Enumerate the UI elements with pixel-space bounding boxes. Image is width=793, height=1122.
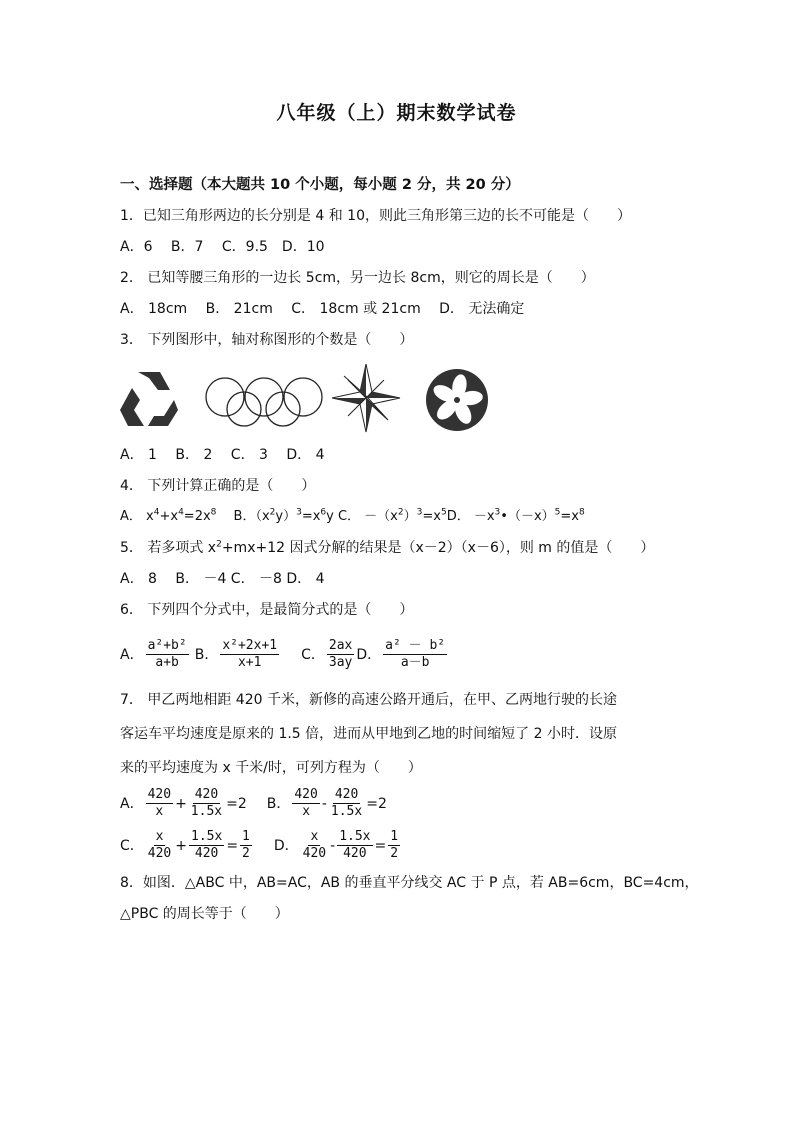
- olympic-rings-figure: [203, 377, 325, 427]
- question-3-options: A． 1 B． 2 C． 3 D． 4: [120, 447, 325, 463]
- question-6-stem: 6． 下列四个分式中，是最简分式的是（ ）: [120, 602, 414, 618]
- question-8-line-1: 8．如图．△ABC 中，AB=AC，AB 的垂直平分线交 AC 于 P 点，若 AB=6cm，BC=4cm，: [120, 875, 699, 891]
- question-5-options: A． 8 B． －4 C． －8 D． 4: [120, 571, 325, 587]
- question-1-stem: 1．已知三角形两边的长分别是 4 和 10，则此三角形第三边的长不可能是（ ）: [120, 208, 631, 224]
- question-6-options: A． $\frac{\text{a²+b²}}{a+b}$ B． $\frac{\text{x²+2x+1}}{x+1}$ C． $\frac{2ax}{3ay}$ D． $\frac{\text{a² － b²}}{a-b}$: [120, 638, 446, 670]
- question-7-options-ab: A． $\frac{420}{x}$ + $\frac{420}{1.5x}$ =2 B． $\frac{420}{x}$ - $\frac{420}{1.5x}$ =2: [120, 787, 387, 819]
- fraction-d: $\frac{\text{a² － b²}}{a-b}$: [385, 638, 446, 670]
- question-7-line-3: 来的平均速度为 x 千米/时，可列方程为（ ）: [120, 760, 422, 776]
- compass-star-figure: [330, 362, 402, 434]
- question-7-line-1: 7． 甲乙两地相距 420 千米，新修的高速公路开通后，在甲、乙两地行驶的长途: [120, 692, 617, 708]
- question-3-stem: 3． 下列图形中，轴对称图形的个数是（ ）: [120, 332, 414, 348]
- fraction-b: $\frac{\text{x²+2x+1}}{x+1}$: [222, 638, 278, 670]
- question-1-options: A．6 B．7 C．9.5 D．10: [120, 239, 325, 255]
- fraction-c: $\frac{2ax}{3ay}$: [328, 638, 353, 670]
- question-2-stem: 2． 已知等腰三角形的一边长 5cm，另一边长 8cm，则它的周长是（ ）: [120, 270, 595, 286]
- bauhinia-flower-figure: [424, 367, 490, 433]
- fraction-a: $\frac{\text{a²+b²}}{a+b}$: [147, 638, 187, 670]
- recycle-symbol-figure: [118, 370, 180, 428]
- section-heading: 一、选择题（本大题共 10 个小题，每小题 2 分，共 20 分）: [120, 177, 520, 193]
- question-7-line-2: 客运车平均速度是原来的 1.5 倍，进而从甲地到乙地的时间缩短了 2 小时．设原: [120, 726, 617, 742]
- question-7-options-cd: C． $\frac{x}{420}$ + $\frac{1.5x}{420}$ = $\frac{1}{2}$ D． $\frac{x}{420}$ - $\frac{1.5x}{420}$ = $\frac{1}{2}$: [120, 829, 399, 861]
- question-4-stem: 4． 下列计算正确的是（ ）: [120, 478, 316, 494]
- question-2-options: A． 18cm B． 21cm C． 18cm 或 21cm D． 无法确定: [120, 301, 525, 317]
- question-4-options: A． $x^4+x^4=2x^8$ B．$(x^2y)^3=x^6y$ C． $-(x^2)^3=x^5D$． $-x^3•(-x)^5=x^8$: [120, 507, 585, 524]
- question-5-stem: 5． 若多项式 $x^2+mx+12$ 因式分解的结果是（x－2）（x－6），则 m 的值是（ ）: [120, 539, 655, 556]
- page-title: 八年级（上）期末数学试卷: [276, 102, 517, 124]
- question-8-line-2: △PBC 的周长等于（ ）: [120, 906, 289, 922]
